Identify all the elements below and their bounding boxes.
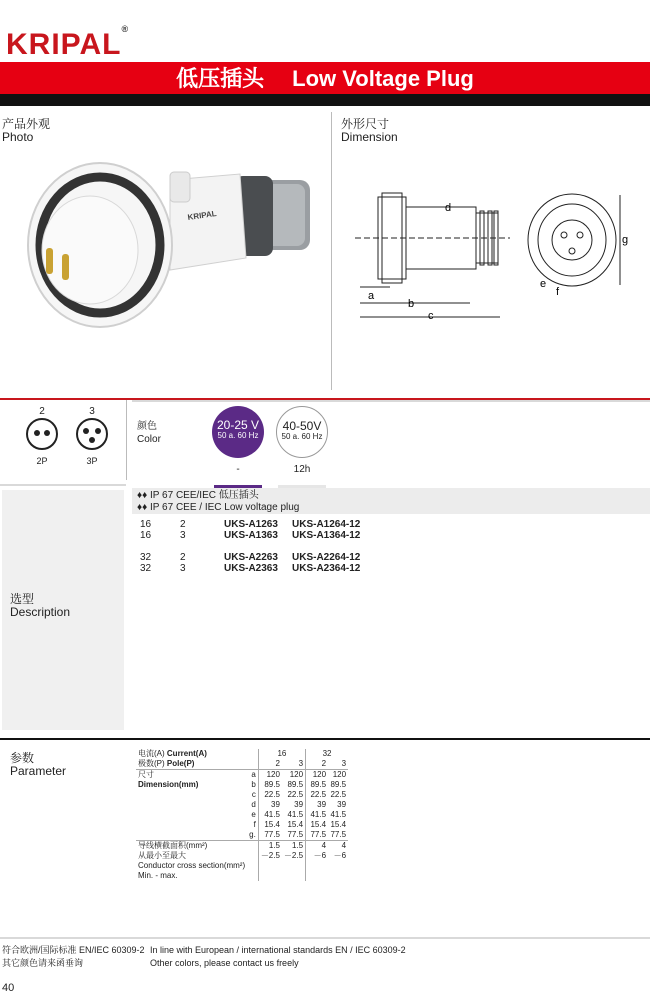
table-row: 尺寸 a 120 120 120 120 (138, 770, 347, 779)
color-hour-white: 12h (293, 464, 311, 475)
color-label: 颜色 Color (137, 421, 161, 445)
parameter-label: 参数 Parameter (10, 751, 67, 778)
table-row: f 15.4 15.4 15.4 15.4 (253, 820, 347, 829)
socket-2p-icon (25, 417, 59, 451)
desc-band-left (0, 484, 126, 486)
table-row: Conductor cross section(mm²) (136, 861, 348, 871)
table-row: d 39 39 39 39 (251, 800, 347, 809)
table-row: 电流(A) Current(A) 16 32 (136, 749, 348, 759)
description-label: 选型 Description (10, 592, 71, 619)
dimension-drawing (350, 185, 650, 320)
page-number: 40 (2, 982, 15, 994)
product-photo (20, 150, 320, 340)
footer-en: In line with European / international standards EN / IEC 60309-2 Other colors, please contact us freely (150, 945, 406, 968)
table-row: 32 3 UKS-A2363 UKS-A2364-12 (140, 563, 361, 574)
color-option-purple[interactable]: 20-25 V 50 a. 60 Hz (212, 406, 264, 458)
table-row: 导线横截面积(mm²) 1.5 1.5 4 4 (138, 841, 347, 850)
pole-options (22, 406, 112, 466)
dim-g: g (622, 234, 629, 246)
dim-f: f (556, 286, 560, 298)
pole-option-3p: 3 3P (72, 406, 112, 466)
product-codes-table (140, 519, 364, 574)
water-drop-icon: ♦♦ (137, 502, 148, 513)
dim-a: a (368, 290, 375, 302)
brand-logo: KRIPAL® (6, 24, 130, 61)
table-row: 16 3 UKS-A1363 UKS-A1364-12 (140, 530, 361, 541)
color-topline (132, 400, 650, 402)
table-row: g. 77.5 77.5 77.5 77.5 (136, 830, 348, 841)
pole-divider (126, 400, 127, 480)
param-band (0, 738, 650, 740)
table-row: Dimension(mm) b 89.5 89.5 89.5 89.5 (138, 780, 347, 789)
table-row: e 41.5 41.5 41.5 41.5 (251, 810, 347, 819)
dimension-label: 外形尺寸 Dimension (341, 117, 398, 144)
color-option-white[interactable]: 40-50V 50 a. 60 Hz (276, 406, 328, 458)
dim-d: d (445, 202, 452, 214)
table-row: 32 2 UKS-A2263 UKS-A2264-12 (140, 552, 361, 563)
table-row: 16 2 UKS-A1263 UKS-A1264-12 (140, 519, 361, 530)
table-row: Min. - max. (136, 871, 348, 881)
page-title: 低压插头 Low Voltage Plug (176, 66, 474, 91)
dim-e: e (540, 278, 547, 290)
photo-label: 产品外观 Photo (2, 117, 51, 144)
dim-c: c (428, 310, 434, 320)
ip-lines: ♦♦ IP 67 CEE/IEC 低压插头 ♦♦ IP 67 CEE / IEC Low voltage plug (137, 490, 300, 513)
color-hour-purple: - (236, 464, 240, 475)
parameter-table (136, 749, 348, 881)
table-row: 极数(P) Pole(P) 2 3 2 3 (138, 759, 347, 768)
footer-cn: 符合欧洲/国际标准 EN/IEC 60309-2 其它颜色请来函垂询 (2, 945, 145, 968)
table-row: 从最小至最大 －2.5 －2.5 －6 －6 (138, 851, 347, 860)
plug-print-brand: KRIPAL (187, 209, 218, 222)
dim-b: b (408, 298, 415, 310)
table-row: c 22.5 22.5 22.5 22.5 (251, 790, 347, 799)
socket-3p-icon (75, 417, 109, 451)
section-divider (331, 112, 332, 390)
footer-band (0, 937, 650, 939)
title-underline (0, 94, 650, 106)
water-drop-icon: ♦♦ (137, 490, 148, 501)
pole-option-2p: 2 2P (22, 406, 62, 466)
